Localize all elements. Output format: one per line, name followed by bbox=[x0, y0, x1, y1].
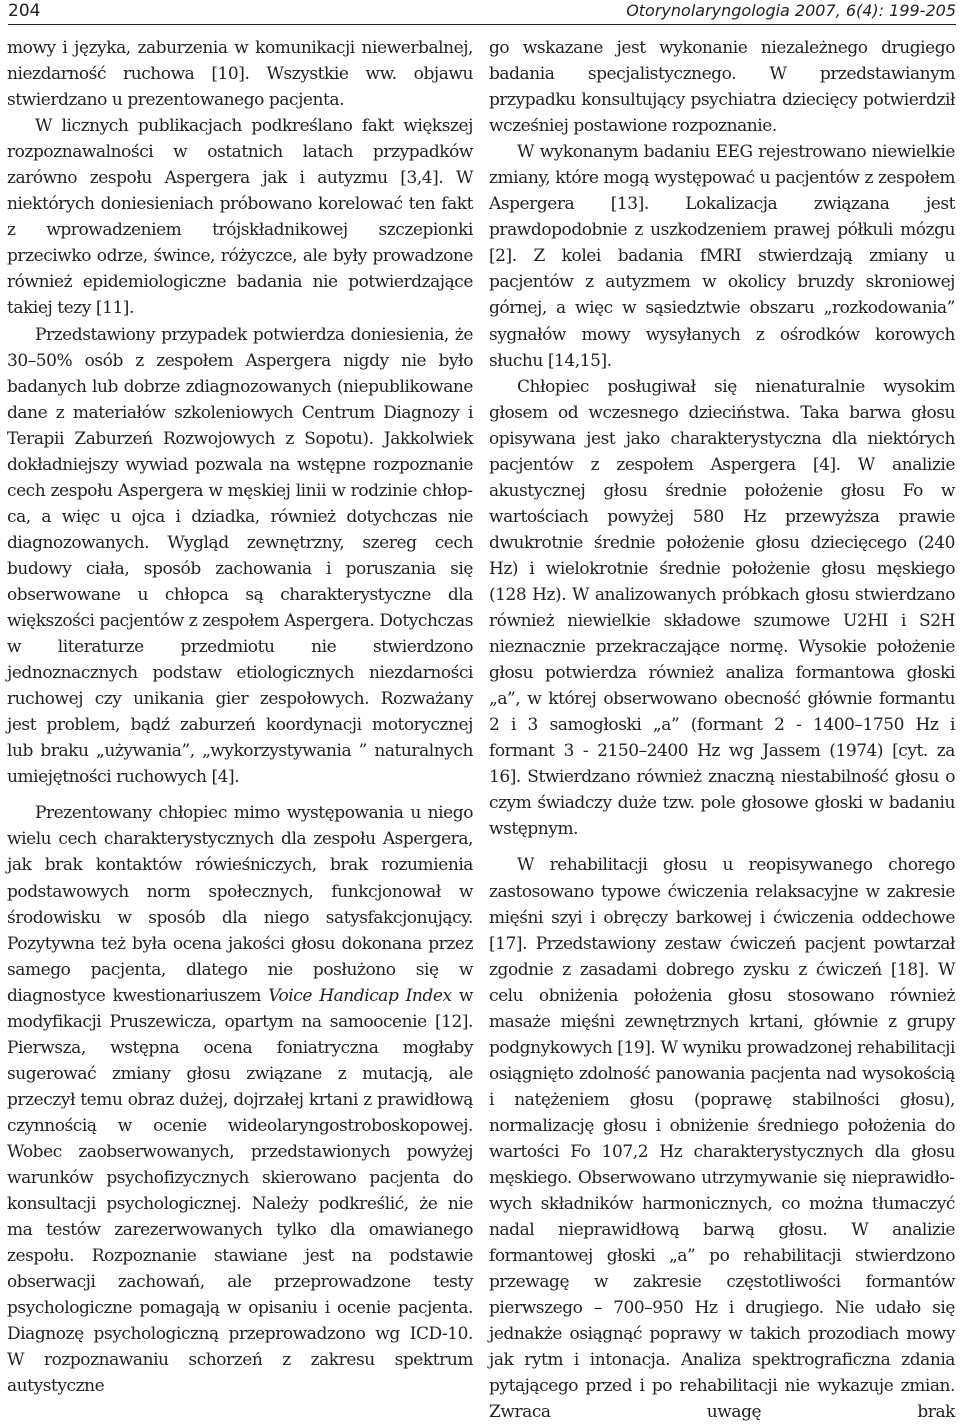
paragraph: W licznych publikacjach podkreślano fakt większej rozpoznawalności w ostatnich latach przypadków zarówno zespołu Aspergera jak i autyzmu [3,4]. W niektórych doniesieniach próbowano korelować ten fakt z wprowadzeniem trójskładnikowej szczepionki przeciwko odrze, śwince, różyczce, ale były prowadzone również epidemiologiczne badania nie potwierdzające takiej tezy [11]. bbox=[7, 116, 473, 319]
paragraph: W rehabilitacji głosu u reopisywanego chorego zastosowano typowe ćwiczenia relaksacyjne w zakresie mięśni szyi i obręczy barkowej i ćwiczenia oddechowe [17]. Przedstawiony zestaw ćwiczeń pacjent powtarzał zgodnie z zasadami dobrego zysku z ćwiczeń [18]. W celu obniżenia położenia głosu stosowano również masaże mięśni zewnętrznych krtani, głównie z grupy podgnykowych [19]. W wyniku prowadzonej rehabilitacji osiągnięto zdolność panowania pacjenta nad wysokością i natężeniem głosu (poprawę stabilności głosu), normalizację głosu i obniżenie średniego położenia do wartości Fo 107,2 Hz charakterystycznych dla głosu męskiego. Obserwowano utrzymywanie się nieprawidłowych składników harmonicznych, co można tłumaczyć nadal nieprawidłową barwą głosu. W analizie formantowej głoski „a” po rehabilitacji stwierdzono przewagę w zakresie częstotliwości formantów pierwszego – 700–950 Hz i drugiego. Nie udało się jednakże osiągnąć poprawy w takich prozodiach mowy jak rytm i intonacja. Analiza spektrograficzna zdania pytającego przed i po rehabilitacji nie wykazuje zmian. Zwraca uwagę brak bbox=[489, 855, 955, 1423]
paragraph-text: w modyfikacji Pruszewicza, opartym na samoocenie [12]. Pierwsza, wstępna ocena foniatryczna mogłaby sugerować zmiany głosu związane z mutacją, ale przeczył temu obraz dużej, dojrzałej krtani z prawidłową czynnością w ocenie wideolaryngostroboskopowej. Wobec zaobserwowanych, przedstawionych powyżej warunków psychofizycznych skierowano pacjenta do konsultacji psychologicznej. Należy podkreślić, że nie ma testów zarezerwowanych tylko dla omawianego zespołu. Rozpoznanie stawiane jest na podstawie obserwacji zachowań, ale przeprowadzone testy psychologiczne pomagają w opisaniu i ocenie pacjenta. Diagnozę psychologiczną przeprowadzono wg ICD-10. W rozpoznawaniu schorzeń z zakresu spektrum autystyczne bbox=[7, 985, 473, 1397]
page-number: 204 bbox=[8, 1, 41, 21]
questionnaire-name: Voice Handicap Index bbox=[268, 985, 452, 1006]
journal-running-head: Otorynolaryngologia 2007, 6(4): 199-205 bbox=[626, 1, 956, 20]
right-column bbox=[489, 35, 955, 1425]
paragraph bbox=[7, 800, 473, 1399]
paragraph-text: Prezentowany chłopiec mimo występowania u niego wielu cech charakterystycznych dla zespołu Aspergera, jak brak kontaktów rówieśniczych, brak rozumienia podstawowych norm społecznych, funkcjonował w środowisku w sposób dla niego satysfakcjonujący. Pozytywna też była ocena jakości głosu dokonana przez samego pacjenta, dlatego nie posłużono się w diagnostyce kwestionariuszem bbox=[7, 803, 473, 1006]
page-header bbox=[8, 0, 956, 25]
paragraph: Przedstawiony przypadek potwierdza doniesienia, że 30–50% osób z zespołem Aspergera nigdy nie było badanych lub dobrze zdiagnozowanych (niepublikowane dane z materiałów szkoleniowych Centrum Diagnozy i Terapii Zaburzeń Rozwojowych z Sopotu). Jakkolwiek dokładniejszy wywiad pozwala na wstępne rozpoznanie cech zespołu Aspergera w męskiej linii w rodzinie chłopca, a więc u ojca i dziadka, również dotychczas nie diagnozowanych. Wygląd zewnętrzny, szereg cech budowy ciała, sposób zachowania i poruszania się obserwowane u chłopca są charakterystyczne dla większości pacjentów z zespołem Aspergera. Dotychczas w literaturze przedmiotu nie stwierdzono jednoznacznych podstaw etiologicznych niezdarności ruchowej czy unikania gier zespołowych. Rozważany jest problem, bądź zaburzeń koordynacji motorycznej lub braku „używania”, „wykorzystywania ” naturalnych umiejętności ruchowych [4]. bbox=[7, 324, 473, 788]
paragraph: Chłopiec posługiwał się nienaturalnie wysokim głosem od wczesnego dzieciństwa. Taka barwa głosu opisywana jest jako charakterystyczna dla niektórych pacjentów z zespołem Aspergera [4]. W analizie akustycznej głosu średnie położenie głosu Fo w wartościach powyżej 580 Hz przewyższa prawie dwukrotnie średnie położenie głosu dziecięcego (240 Hz) i wielokrotnie średnie położenie głosu męskiego (128 Hz). W analizowanych próbkach głosu stwierdzano również niewielkie składowe szumowe U2HI i S2H nieznacznie przekraczające normę. Wysokie położenie głosu potwierdza również analiza formantowa głoski „a”, w której obserwowano obecność głównie formantu 2 i 3 samogłoski „a” (formant 2 - 1400–1750 Hz i formant 3 - 2150–2400 Hz wg Jassem (1974) [cyt. za 16]. Stwierdzano również znaczną niestabilność głosu o czym świadczy duże tzw. pole głosowe głoski w badaniu wstępnym. bbox=[489, 376, 955, 840]
left-column bbox=[7, 35, 473, 1399]
paragraph: mowy i języka, zaburzenia w komunikacji niewerbalnej, niezdarność ruchowa [10]. Wszystkie ww. objawu stwierdzano u prezentowanego pacjenta. bbox=[7, 38, 473, 111]
paragraph: go wskazane jest wykonanie niezależnego drugiego badania specjalistycznego. W przedstawianym przypadku konsultujący psychiatra dziecięcy potwierdził wcześniej postawione rozpoznanie. bbox=[489, 38, 955, 137]
paragraph: W wykonanym badaniu EEG rejestrowano niewielkie zmiany, które mogą występować u pacjentów z zespołem Aspergera [13]. Lokalizacja związana jest prawdopodobnie z uszkodzeniem prawej półkuli mózgu [2]. Z kolei badania fMRI stwierdzają zmiany u pacjentów z autyzmem w okolicy bruzdy skroniowej górnej, a więc w sąsiedztwie obszaru „rozkodowania” sygnałów mowy wysyłanych z ośrodków korowych słuchu [14,15]. bbox=[489, 142, 955, 371]
